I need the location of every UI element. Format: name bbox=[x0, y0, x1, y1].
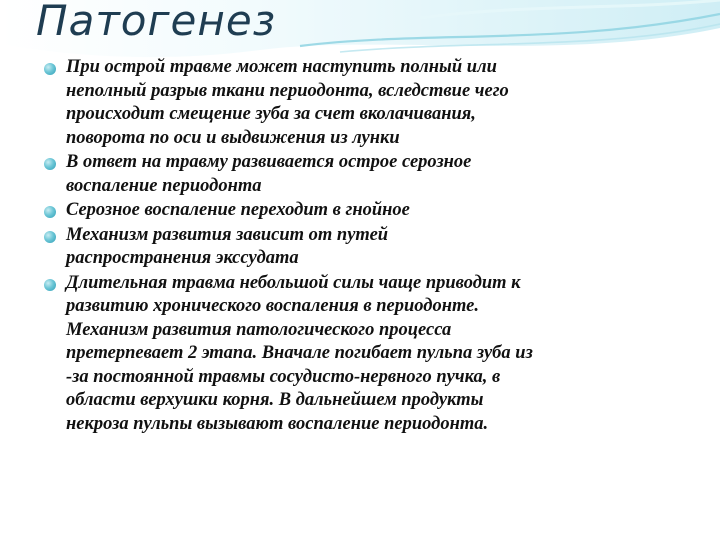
bullet-text-line: области верхушки корня. В дальнейшем продукты bbox=[66, 390, 484, 410]
bullet-list bbox=[44, 56, 684, 437]
slide-title: Патогенез bbox=[36, 0, 277, 45]
round-bullet-icon bbox=[44, 206, 56, 218]
bullet-text-line: -за постоянной травмы сосудисто-нервного пучка, в bbox=[66, 366, 501, 387]
bullet-item bbox=[44, 272, 684, 437]
bullet-text-line: некроза пульпы вызывают воспаление периодонта. bbox=[66, 413, 489, 434]
bullet-text-line: развитию хронического воспаления в периодонте. bbox=[66, 296, 479, 316]
round-bullet-icon bbox=[44, 63, 56, 75]
bullet-text-line: воспаление периодонта bbox=[66, 175, 262, 196]
bullet-text-line: неполный разрыв ткани периодонта, вследствие чего bbox=[66, 80, 509, 101]
bullet-text-line: В ответ на травму развивается острое серозное bbox=[66, 152, 472, 172]
bullet-item bbox=[44, 199, 684, 223]
bullet-text-line: При острой травме может наступить полный или bbox=[66, 57, 497, 77]
bullet-text-line: поворота по оси и выдвижения из лунки bbox=[66, 127, 400, 148]
round-bullet-icon bbox=[44, 231, 56, 243]
bullet-text-line: претерпевает 2 этапа. Вначале погибает пульпа зуба из bbox=[66, 343, 533, 363]
round-bullet-icon bbox=[44, 158, 56, 170]
bullet-item bbox=[44, 224, 684, 271]
bullet-text-line: Длительная травма небольшой силы чаще приводит к bbox=[66, 272, 521, 293]
bullet-item bbox=[44, 56, 684, 150]
bullet-text-line: Серозное воспаление переходит в гнойное bbox=[66, 200, 410, 220]
round-bullet-icon bbox=[44, 279, 56, 291]
bullet-text-line: Механизм развития патологического процесса bbox=[66, 319, 452, 340]
bullet-text-line: Механизм развития зависит от путей bbox=[66, 224, 389, 245]
bullet-text-line: происходит смещение зуба за счет вколачивания, bbox=[66, 104, 476, 124]
bullet-item bbox=[44, 151, 684, 198]
bullet-text-line: распространения экссудата bbox=[66, 248, 299, 268]
